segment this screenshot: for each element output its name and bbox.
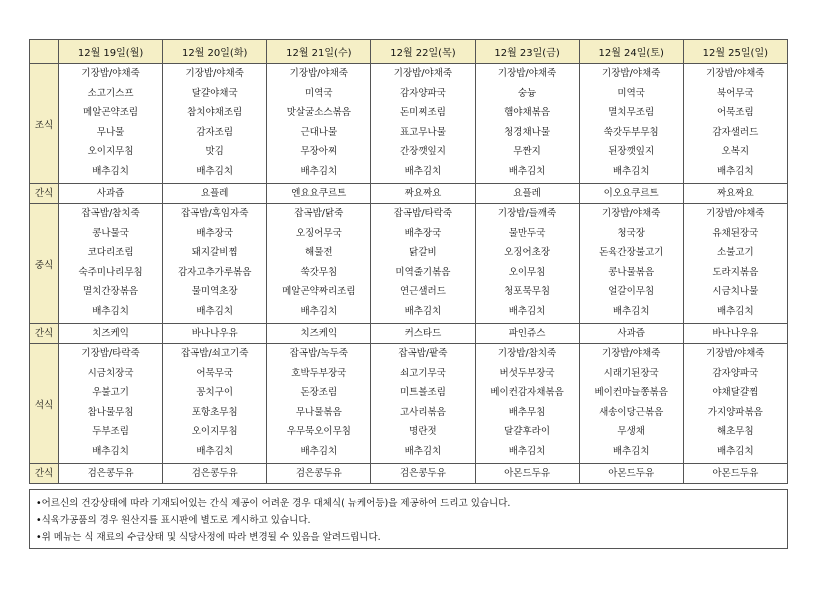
menu-item: 간장깻잎지 [399, 146, 446, 157]
breakfast-cell [475, 64, 579, 184]
menu-item: 달걀야채국 [191, 87, 238, 99]
menu-item: 표고무나물 [399, 126, 446, 138]
menu-item: 돈미찌조림 [399, 107, 446, 118]
menu-item: 쑥갓두부무침 [603, 126, 659, 138]
menu-item: 미트볼조림 [399, 387, 446, 398]
menu-item: 감자양파국 [712, 367, 759, 379]
notes-box [29, 489, 788, 549]
snack-cell: 아몬드두유 [683, 464, 787, 484]
menu-item: 기장밥/야채죽 [185, 68, 244, 79]
menu-item: 콩나물볶음 [608, 266, 655, 278]
menu-item: 어묵조림 [716, 107, 754, 118]
menu-item: 어묵무국 [196, 367, 234, 379]
snack-cell: 요플레 [163, 184, 267, 204]
menu-item: 잡곡밥/참치죽 [81, 208, 140, 219]
menu-item: 맛김 [205, 146, 224, 157]
meal-label-lunch: 중식 [30, 204, 59, 324]
menu-item: 명란젓 [409, 426, 437, 437]
breakfast-cell [683, 64, 787, 184]
menu-item: 야채달걀찜 [712, 387, 759, 398]
menu-item: 시금치장국 [87, 367, 134, 379]
menu-item: 오이지무침 [191, 426, 238, 437]
breakfast-cell [163, 64, 267, 184]
snack-cell: 아몬드두유 [579, 464, 683, 484]
dinner-cell [59, 344, 163, 464]
menu-item: 감자샐러드 [712, 126, 759, 138]
menu-item: 배추김치 [508, 305, 546, 317]
snack-cell: 치즈케익 [59, 324, 163, 344]
menu-item: 청국장 [617, 227, 645, 239]
menu-item: 배추김치 [92, 445, 129, 457]
menu-item: 기장밥/야채죽 [602, 348, 661, 359]
menu-item: 오징어무국 [295, 227, 342, 239]
breakfast-row [30, 64, 788, 184]
menu-item: 배추무침 [508, 406, 546, 418]
menu-item: 오징어초장 [504, 247, 550, 258]
snack-row-pm [30, 324, 788, 344]
menu-item: 기장밥/타락죽 [81, 348, 140, 359]
menu-item: 멸치무조림 [608, 107, 655, 118]
breakfast-cell [579, 64, 683, 184]
menu-item: 잡곡밥/녹두죽 [289, 348, 348, 359]
menu-item: 고사리볶음 [399, 406, 446, 418]
menu-item: 미역줄기볶음 [395, 266, 451, 278]
menu-item: 배추김치 [508, 165, 546, 177]
dinner-cell [267, 344, 371, 464]
menu-item: 코다리조림 [87, 247, 134, 258]
menu-item: 기장밥/야채죽 [706, 68, 765, 79]
menu-item: 물미역초장 [191, 286, 238, 297]
menu-item: 무나물볶음 [295, 406, 342, 418]
snack-cell: 커스타드 [371, 324, 475, 344]
menu-item: 기장밥/참치죽 [497, 348, 557, 359]
snack-cell: 바나나우유 [163, 324, 267, 344]
menu-item: 감자조림 [196, 126, 234, 138]
menu-item: 기장밥/야채죽 [706, 208, 765, 219]
menu-item: 기장밥/야채죽 [81, 68, 140, 79]
menu-item: 잡곡밥/흑임자죽 [180, 208, 249, 219]
menu-item: 메알곤약조림 [83, 107, 139, 118]
snack-cell: 파인쥬스 [475, 324, 579, 344]
menu-item: 오이무침 [508, 266, 546, 278]
lunch-cell [267, 204, 371, 324]
snack-cell: 사과즙 [579, 324, 683, 344]
day-header: 12월 24일(토) [579, 40, 683, 64]
day-header: 12월 23일(금) [475, 40, 579, 64]
snack-cell: 검은콩두유 [59, 464, 163, 484]
snack-row-evening [30, 464, 788, 484]
lunch-cell [683, 204, 787, 324]
lunch-row [30, 204, 788, 324]
menu-item: 해물전 [305, 247, 333, 258]
snack-cell: 치즈케익 [267, 324, 371, 344]
meal-label-snack: 간식 [30, 324, 59, 344]
menu-item: 근대나물 [300, 126, 338, 138]
menu-item: 잡곡밥/타락죽 [393, 208, 453, 219]
menu-item: 기장밥/야채죽 [706, 348, 765, 359]
snack-cell: 바나나우유 [683, 324, 787, 344]
snack-cell: 검은콩두유 [371, 464, 475, 484]
menu-item: 햄야채볶음 [504, 107, 550, 118]
header-row [30, 40, 788, 64]
menu-item: 우불고기 [92, 387, 129, 398]
meal-label-snack: 간식 [30, 184, 59, 204]
day-header: 12월 22일(목) [371, 40, 475, 64]
menu-item: 배추김치 [300, 445, 338, 457]
menu-item: 유채된장국 [712, 227, 759, 239]
menu-item: 소고기스프 [87, 87, 134, 99]
menu-item: 배추김치 [612, 445, 650, 457]
dinner-cell [475, 344, 579, 464]
menu-item: 배추김치 [612, 165, 650, 177]
menu-item: 시금치나물 [712, 286, 759, 297]
day-header: 12월 19일(월) [59, 40, 163, 64]
menu-item: 미역국 [617, 87, 645, 99]
snack-cell: 요플레 [475, 184, 579, 204]
dinner-row [30, 344, 788, 464]
menu-item: 참나물무침 [87, 406, 134, 418]
note-line: •위 메뉴는 식 재료의 수급상태 및 식당사정에 따라 변경될 수 있음을 알려드립니다. [36, 532, 381, 543]
menu-item: 배추김치 [716, 305, 754, 317]
note-line: •식육가공품의 경우 원산지를 표시판에 별도로 게시하고 있습니다. [36, 515, 311, 526]
menu-item: 배추김치 [196, 445, 234, 457]
menu-item: 맛살굴소스볶음 [286, 107, 351, 118]
snack-cell: 짜요짜요 [371, 184, 475, 204]
menu-item: 베이컨감자채볶음 [490, 387, 564, 398]
menu-item: 무짠지 [513, 146, 541, 157]
menu-item: 배추김치 [716, 445, 754, 457]
menu-item: 배추김치 [612, 305, 650, 317]
menu-item: 오이지무침 [87, 146, 134, 157]
dinner-cell [683, 344, 787, 464]
menu-item: 된장깻잎지 [608, 146, 655, 157]
menu-item: 새송이당근볶음 [599, 406, 664, 418]
menu-item: 배추김치 [92, 165, 129, 177]
menu-item: 숙주미나리무침 [78, 266, 143, 278]
menu-item: 소불고기 [716, 247, 754, 258]
menu-item: 호박두부장국 [291, 367, 347, 379]
note-line: •어르신의 건강상태에 따라 기재되어있는 간식 제공이 어려운 경우 대체식( 뉴케어등)을 제공하여 드리고 있습니다. [36, 498, 511, 509]
menu-item: 배추김치 [196, 165, 234, 177]
menu-item: 배추장국 [196, 227, 234, 239]
menu-item: 베이컨마늘쫑볶음 [594, 387, 668, 398]
menu-item: 감자고추가루볶음 [177, 266, 252, 278]
lunch-cell [475, 204, 579, 324]
menu-item: 무장아찌 [300, 146, 338, 157]
menu-item: 얼갈이무침 [608, 286, 655, 297]
menu-item: 꽁치구이 [196, 387, 234, 398]
lunch-cell [371, 204, 475, 324]
menu-item: 기장밥/야채죽 [289, 68, 348, 79]
menu-item: 청경채나물 [504, 126, 550, 138]
menu-item: 달걀후라이 [504, 426, 550, 437]
breakfast-cell [59, 64, 163, 184]
dinner-cell [579, 344, 683, 464]
menu-item: 기장밥/야채죽 [393, 68, 453, 79]
breakfast-cell [371, 64, 475, 184]
menu-item: 잡곡밥/닭죽 [294, 208, 344, 219]
weekly-menu-table [29, 39, 788, 484]
breakfast-cell [267, 64, 371, 184]
day-header: 12월 21일(수) [267, 40, 371, 64]
menu-item: 기장밥/야채죽 [602, 68, 661, 79]
menu-item: 도라지볶음 [712, 266, 759, 278]
day-header: 12월 20일(화) [163, 40, 267, 64]
menu-item: 배추김치 [300, 305, 338, 317]
dinner-cell [371, 344, 475, 464]
day-header: 12월 25일(일) [683, 40, 787, 64]
menu-item: 감자양파국 [399, 87, 446, 99]
meal-label-breakfast: 조식 [30, 64, 59, 184]
menu-item: 우무묵오이무침 [286, 426, 351, 437]
lunch-cell [163, 204, 267, 324]
snack-row-am [30, 184, 788, 204]
snack-cell: 검은콩두유 [163, 464, 267, 484]
menu-item: 멸치간장볶음 [83, 286, 139, 297]
menu-item: 기장밥/야채죽 [602, 208, 661, 219]
menu-item: 포항초무침 [191, 406, 238, 418]
menu-item: 배추김치 [196, 305, 234, 317]
snack-cell: 이오요쿠르트 [579, 184, 683, 204]
meal-label-dinner: 석식 [30, 344, 59, 464]
menu-item: 배추장국 [404, 227, 442, 239]
menu-item: 배추김치 [300, 165, 338, 177]
menu-item: 돈장조림 [300, 387, 338, 398]
menu-item: 닭갈비 [409, 247, 437, 258]
menu-item: 배추김치 [404, 305, 442, 317]
lunch-cell [579, 204, 683, 324]
meal-label-snack: 간식 [30, 464, 59, 484]
menu-item: 버섯두부장국 [499, 367, 555, 379]
snack-cell: 사과즙 [59, 184, 163, 204]
menu-item: 숭늉 [517, 87, 537, 99]
menu-item: 배추김치 [92, 305, 129, 317]
menu-item: 쇠고기무국 [399, 367, 446, 379]
menu-item: 미역국 [305, 87, 333, 99]
menu-item: 가지양파볶음 [707, 406, 763, 418]
menu-item: 메알곤약짜리조림 [282, 286, 356, 297]
snack-cell: 엔요요쿠르트 [267, 184, 371, 204]
menu-item: 무생채 [617, 426, 645, 437]
menu-item: 오복지 [721, 146, 750, 157]
menu-item: 시래기된장국 [603, 367, 659, 379]
menu-item: 물만두국 [508, 227, 546, 239]
menu-item: 배추김치 [404, 445, 442, 457]
menu-item: 연근샐러드 [399, 286, 446, 297]
snack-cell: 짜요짜요 [683, 184, 787, 204]
menu-item: 두부조림 [92, 426, 129, 437]
menu-item: 배추김치 [716, 165, 754, 177]
menu-item: 배추김치 [404, 165, 442, 177]
menu-item: 청포묵무침 [504, 286, 550, 297]
menu-item: 쑥갓무침 [300, 266, 338, 278]
menu-item: 잡곡밥/팥죽 [398, 348, 448, 359]
menu-item: 기장밥/들깨죽 [497, 208, 557, 219]
menu-item: 참치야채조림 [187, 107, 243, 118]
menu-item: 북어무국 [716, 87, 754, 99]
menu-item: 해초무침 [716, 426, 754, 437]
menu-item: 배추김치 [508, 445, 546, 457]
snack-cell: 검은콩두유 [267, 464, 371, 484]
menu-item: 잡곡밥/쇠고기죽 [180, 348, 249, 359]
menu-item: 돼지갈비찜 [191, 247, 238, 258]
lunch-cell [59, 204, 163, 324]
menu-item: 기장밥/야채죽 [497, 68, 557, 79]
corner-cell [30, 40, 59, 64]
menu-item: 콩나물국 [92, 227, 129, 239]
menu-item: 돈육간장불고기 [599, 247, 664, 258]
menu-item: 무나물 [96, 126, 125, 138]
dinner-cell [163, 344, 267, 464]
snack-cell: 아몬드두유 [475, 464, 579, 484]
